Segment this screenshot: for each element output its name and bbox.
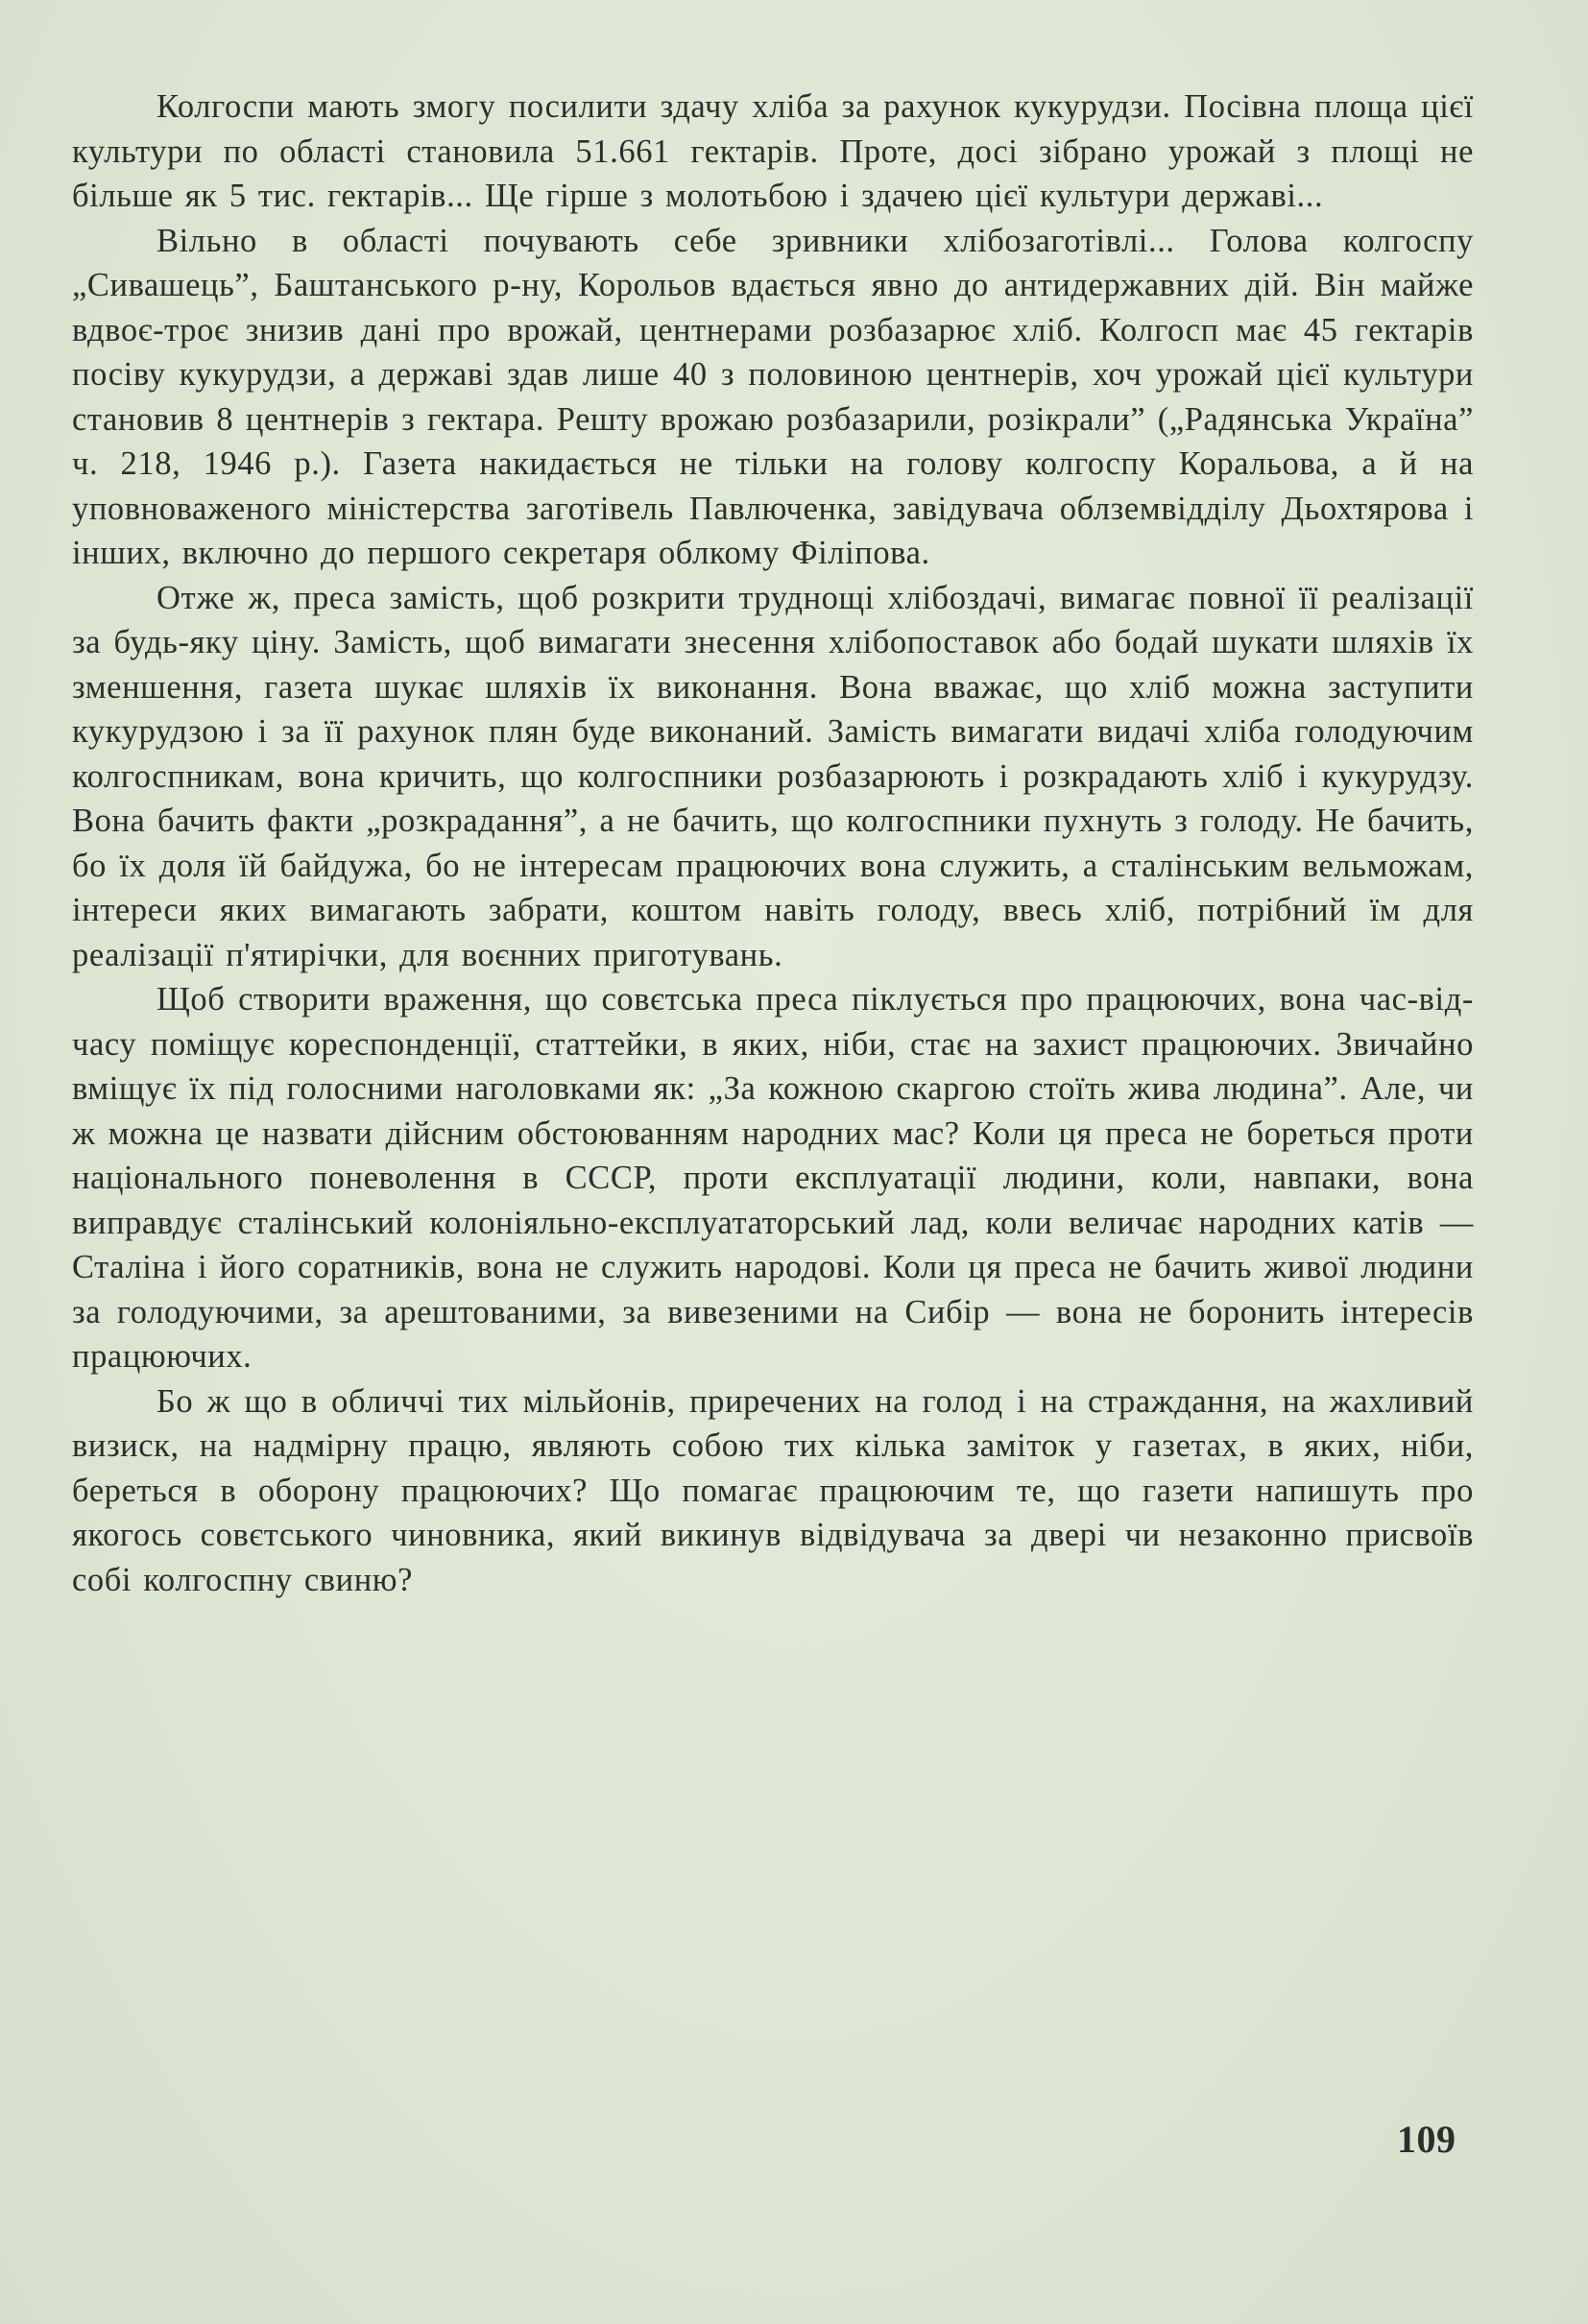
paragraph-3: Отже ж, преса замість, щоб розкрити труднощі хлібоздачі, вимагає повної її реалізації за будь-яку ціну. Замість, щоб вимагати знесення хлібопоставок або бодай шукати шляхів їх зменшення, газета шукає шляхів їх виконання. Вона вважає, що хліб можна заступити кукурудзою і за її рахунок плян буде виконаний. Замість вимагати видачі хліба голодуючим колгоспникам, вона кричить, що колгоспники розбазарюють і розкрадають хліб і кукурудзу. Вона бачить факти „розкрадання”, а не бачить, що колгоспники пухнуть з голоду. Не бачить, бо їх доля їй байдужа, бо не інтересам працюючих вона служить, а сталінським вельможам, інтереси яких вимагають забрати, коштом навіть голоду, ввесь хліб, потрібний їм для реалізації п'ятирічки, для воєнних приготувань. bbox=[72, 579, 1474, 973]
page-number: 109 bbox=[1397, 2118, 1456, 2161]
paragraph-2: Вільно в області почувають себе зривники хлібозаготівлі... Голова колгоспу „Сивашець”, Баштанського р-ну, Корольов вдається явно до антидержавних дій. Він майже вдвоє-троє знизив дані про врожай, центнерами розбазарює хліб. Колгосп має 45 гектарів посіву кукурудзи, а державі здав лише 40 з половиною центнерів, хоч урожай цієї культури становив 8 центнерів з гектара. Решту врожаю розбазарили, розікрали” („Радянська Україна” ч. 218, 1946 р.). Газета накидається не тільки на голову колгоспу Коральова, а й на уповноваженого міністерства заготівель Павлюченка, завідувача облземвідділу Дьохтярова і інших, включно до першого секретаря облкому Філіпова. bbox=[72, 222, 1474, 571]
paragraph-4: Щоб створити враження, що совєтська преса піклується про працюючих, вона час-від-часу поміщує кореспонденції, статтейки, в яких, ніби, стає на захист працюючих. Звичайно вміщує їх під голосними наголовками як: „За кожною скаргою стоїть жива людина”. Але, чи ж можна це назвати дійсним обстоюванням народних мас? Коли ця преса не бореться проти національного поневолення в СССР, проти експлуатації людини, коли, навпаки, вона виправдує сталінський колоніяльно-експлуататорський лад, коли величає народних катів — Сталіна і його соратників, вона не служить народові. Коли ця преса не бачить живої людини за голодуючими, за арештованими, за вивезеними на Сибір — вона не боронить інтересів працюючих. bbox=[72, 981, 1474, 1375]
paragraph-1: Колгоспи мають змогу посилити здачу хліба за рахунок кукурудзи. Посівна площа цієї культури по області становила 51.661 гектарів. Проте, досі зібрано урожай з площі не більше як 5 тис. гектарів... Ще гірше з молотьбою і здачею цієї культури державі... bbox=[72, 88, 1474, 214]
paragraph-5: Бо ж що в обличчі тих мільйонів, приречених на голод і на страждання, на жахливий визиск, на надмірну працю, являють собою тих кількa заміток у газетах, в яких, ніби, береться в оборону працюючих? Що помагає працюючим те, що газети напишуть про якогось совєтського чиновника, який викинув відвідувача за двері чи незаконно присвоїв собі колгоспну свиню? bbox=[72, 1382, 1474, 1598]
body-text bbox=[72, 84, 1474, 1602]
